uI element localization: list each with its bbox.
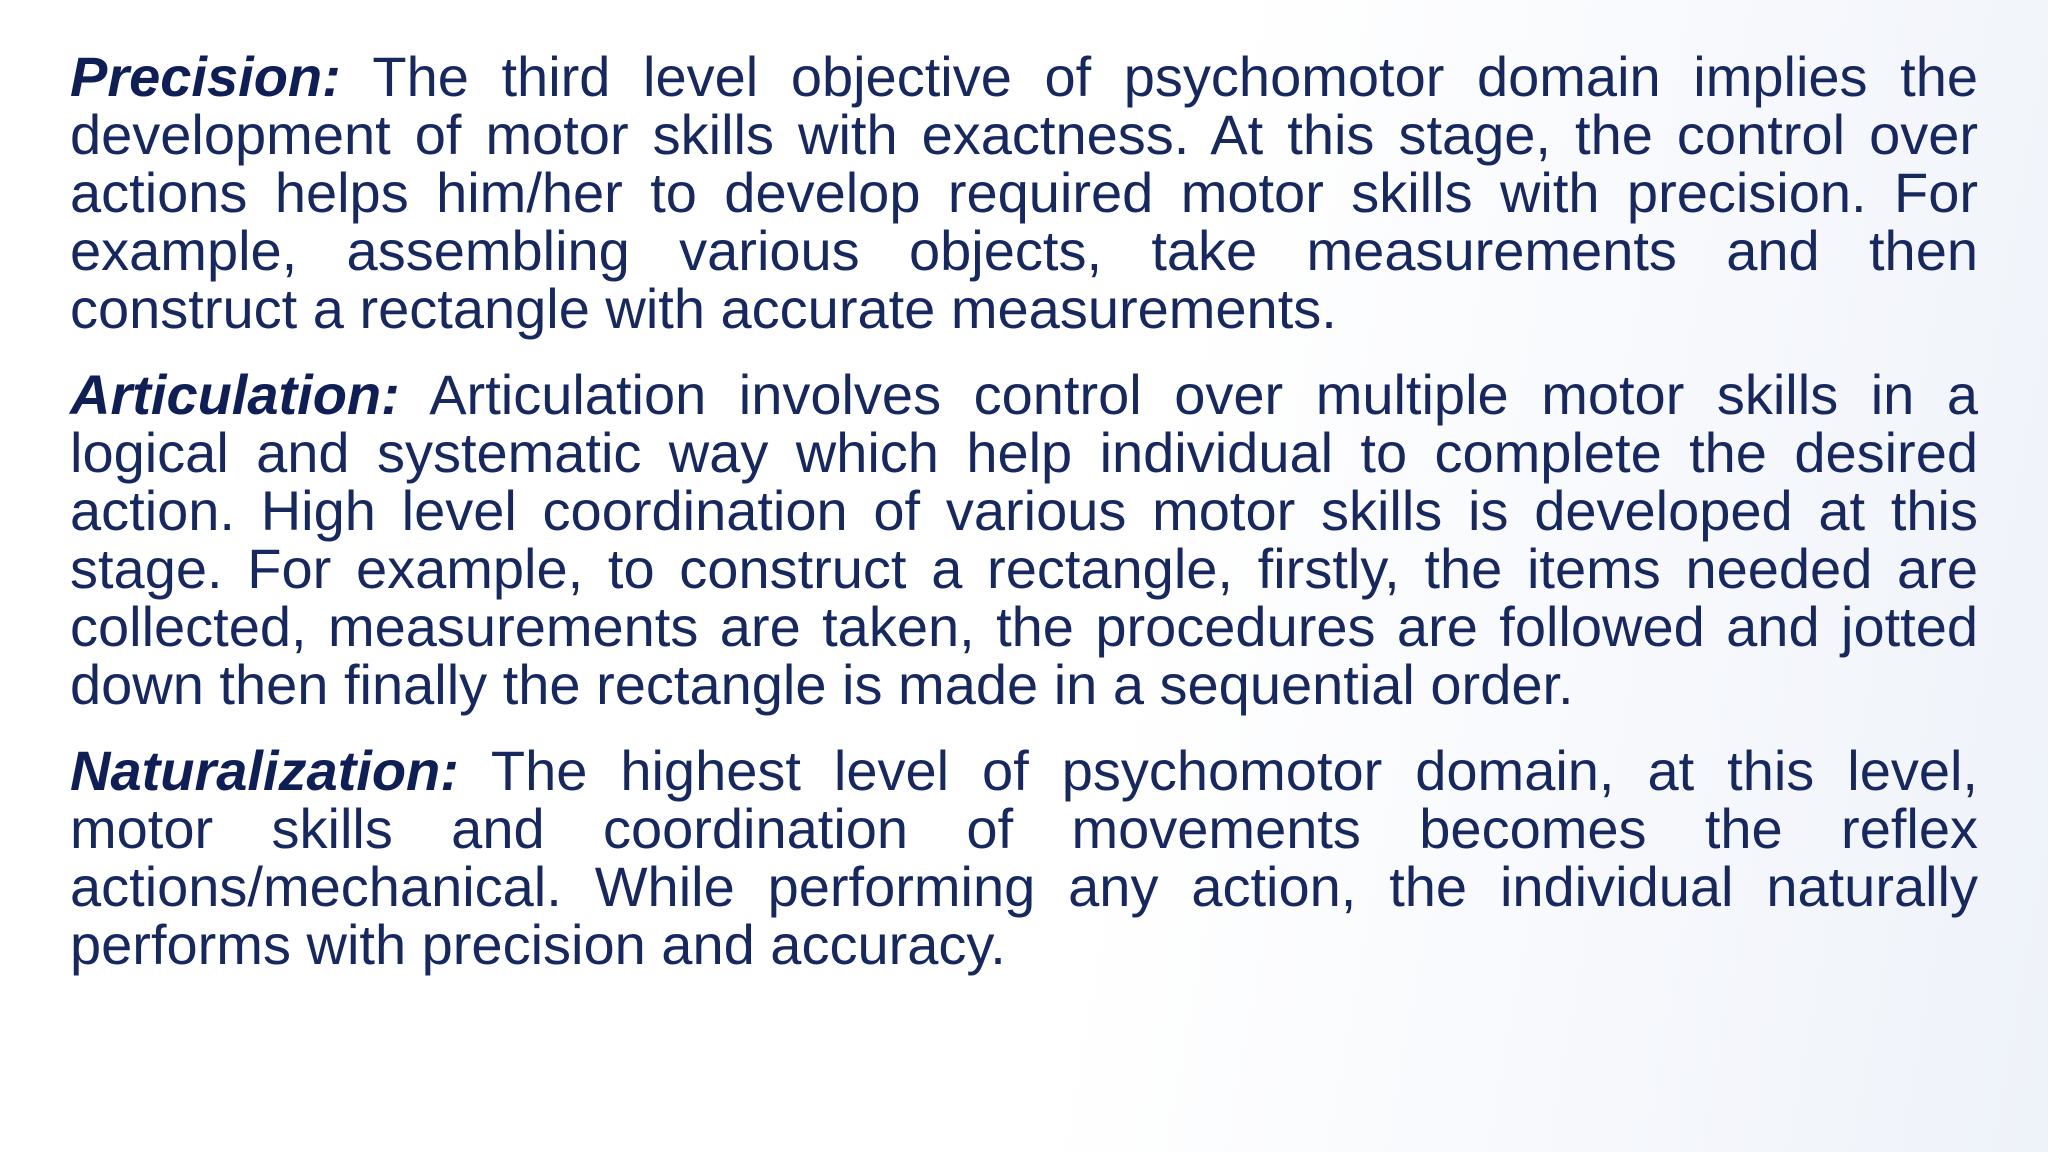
naturalization-term: Naturalization:	[70, 739, 459, 802]
naturalization-description: The highest level of psychomotor domain, at this level, motor skills and coordination of movements becomes the reflex actions/mechanical. While performing any action, the individual naturally performs with precision and accuracy.	[70, 739, 1978, 976]
precision-paragraph	[70, 45, 1978, 340]
articulation-term: Articulation:	[70, 363, 400, 426]
articulation-description: Articulation involves control over multiple motor skills in a logical and systematic way which help individual to complete the desired action. High level coordination of various motor skills is developed at this stage. For example, to construct a rectangle, firstly, the items needed are collected, measurements are taken, the procedures are followed and jotted down then finally the rectangle is made in a sequential order.	[70, 363, 1978, 716]
articulation-paragraph	[70, 363, 1978, 716]
precision-term: Precision:	[70, 45, 341, 108]
naturalization-paragraph	[70, 739, 1978, 976]
precision-description: The third level objective of psychomotor domain implies the development of motor skills with exactness. At this stage, the control over actions helps him/her to develop required motor skills with precision. For example, assembling various objects, take measurements and then construct a rectangle with accurate measurements.	[70, 45, 1978, 340]
